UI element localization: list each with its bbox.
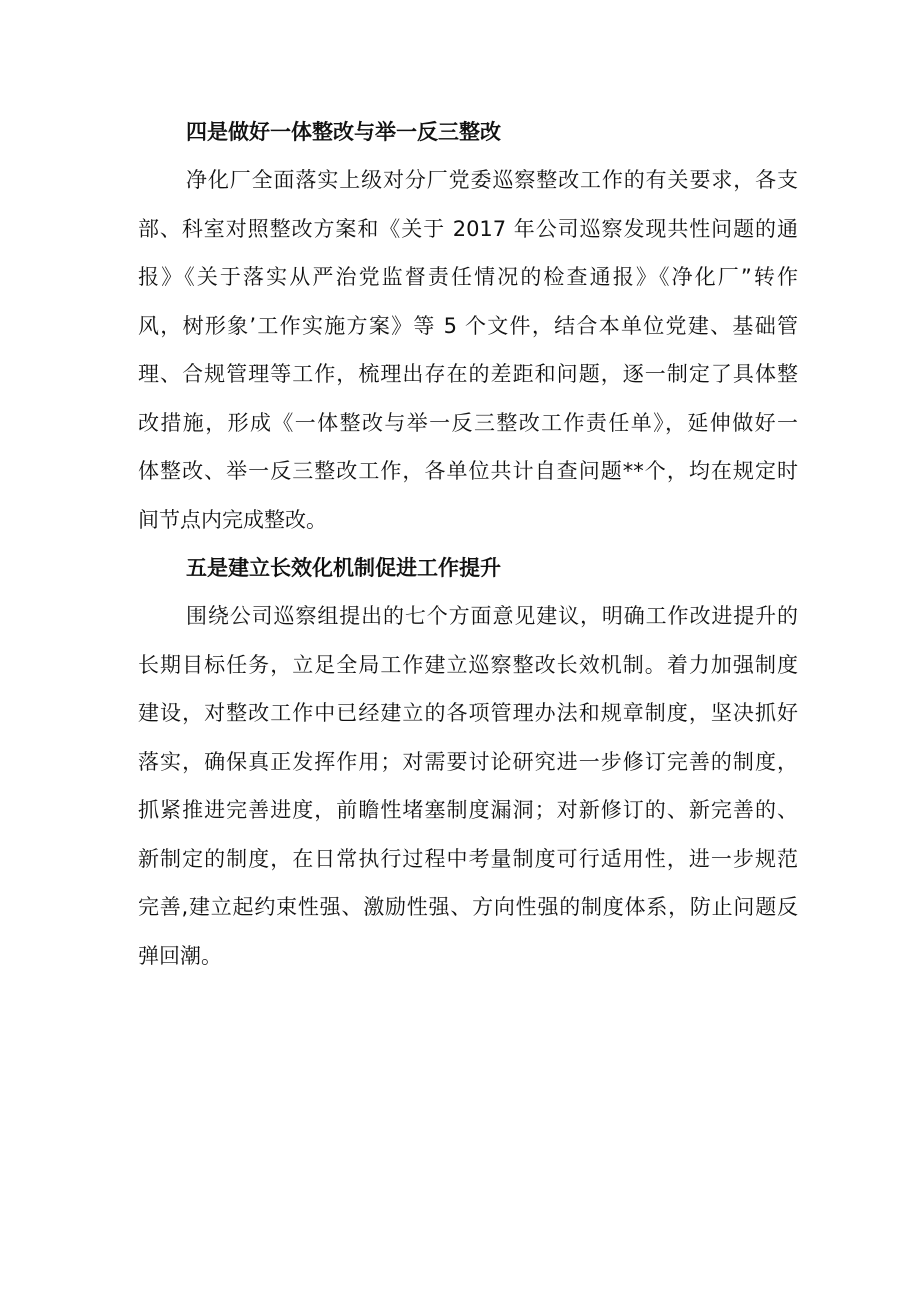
paragraph-line: 改措施，形成《一体整改与举一反三整改工作责任单》，延伸做好一 [138,410,798,435]
paragraph-line: 净化厂全面落实上级对分厂党委巡察整改工作的有关要求，各支 [186,168,798,192]
paragraph-line: 完善,建立起约束性强、激励性强、方向性强的制度体系，防止问题反 [138,895,798,919]
section-paragraph-5 [138,592,798,980]
paragraph-line: 体整改、举一反三整改工作，各单位共计自查问题**个，均在规定时 [138,459,798,483]
paragraph-line: 弹回潮。 [138,943,222,968]
paragraph-line: 间节点内完成整改。 [138,507,327,532]
section-heading-4: 四是做好一体整改与举一反三整改 [186,120,501,144]
paragraph-line: 抓紧推进完善进度，前瞻性堵塞制度漏洞；对新修订的、新完善的、 [138,798,798,822]
section-paragraph-4 [138,156,798,544]
paragraph-line: 新制定的制度，在日常执行过程中考量制度可行适用性，进一步规范 [138,846,798,871]
paragraph-line: 围绕公司巡察组提出的七个方面意见建议，明确工作改进提升的 [186,604,798,628]
paragraph-line: 部、科室对照整改方案和《关于 2017 年公司巡察发现共性问题的通 [138,216,798,241]
paragraph-line: 理、合规管理等工作，梳理出存在的差距和问题，逐一制定了具体整 [138,362,798,386]
paragraph-line: 风，树形象’工作实施方案》等 5 个文件，结合本单位党建、基础管 [138,313,798,338]
paragraph-line: 报》《关于落实从严治党监督责任情况的检查通报》《净化厂”转作 [138,265,798,289]
paragraph-line: 落实，确保真正发挥作用；对需要讨论研究进一步修订完善的制度， [138,749,798,774]
document-page [138,108,798,980]
paragraph-line: 建设，对整改工作中已经建立的各项管理办法和规章制度，坚决抓好 [138,701,798,725]
section-heading-5: 五是建立长效化机制促进工作提升 [186,556,501,580]
paragraph-line: 长期目标任务，立足全局工作建立巡察整改长效机制。着力加强制度 [138,652,798,677]
